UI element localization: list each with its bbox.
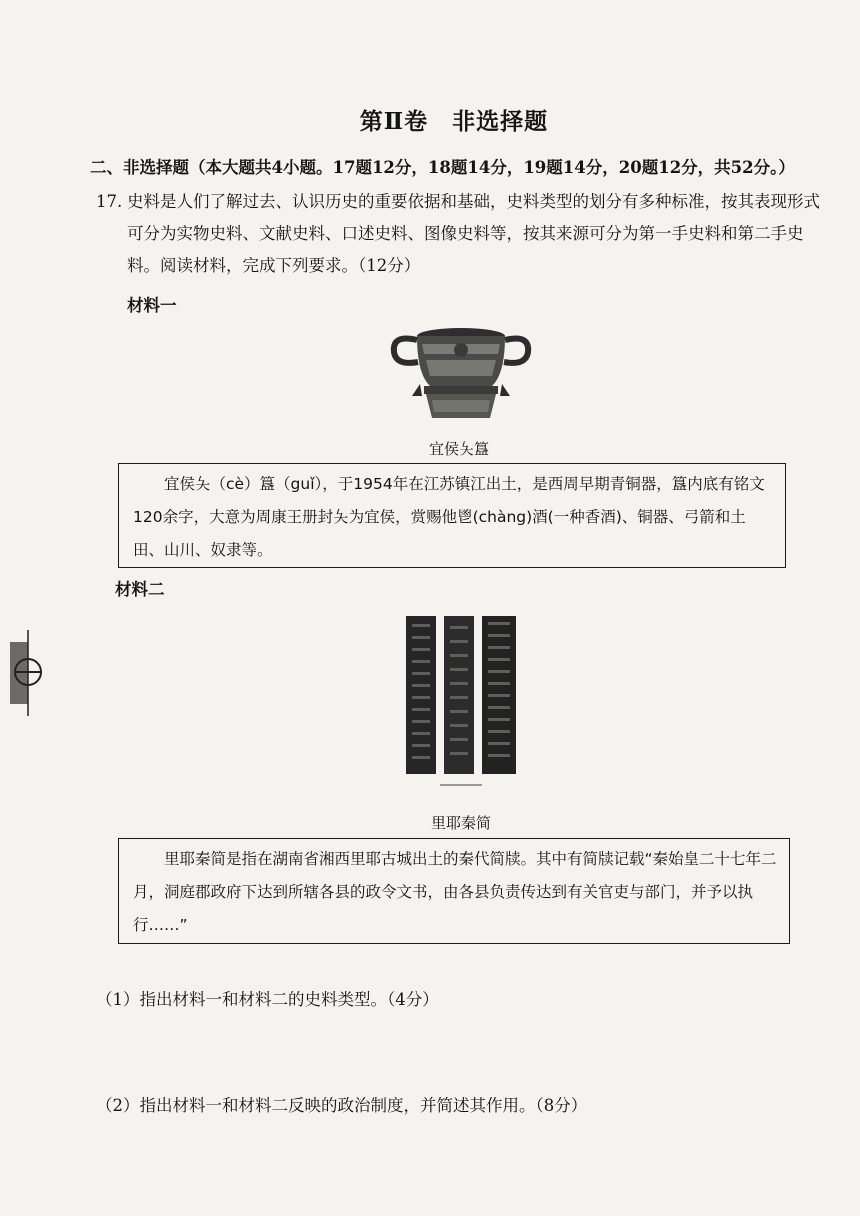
sub-question-1: （1）指出材料一和材料二的史料类型。（4分） [96, 990, 439, 1009]
sub-question-2: （2）指出材料一和材料二反映的政治制度，并简述其作用。（8分） [96, 1096, 588, 1115]
material-two-caption: 里耶秦简 [430, 814, 491, 832]
material-one-label: 材料一 [127, 296, 177, 315]
bronze-vessel-image [386, 322, 536, 422]
material-two-textbox: 里耶秦简是指在湖南省湘西里耶古城出土的秦代简牍。其中有简牍记载“秦始皇二十七年二月，洞庭郡政府下达到所辖各县的政令文书，由各县负责传达到有关官吏与部门，并予以执行……” [118, 838, 790, 944]
material-one-caption: 宜侯夨簋 [428, 440, 489, 458]
question-stem: 史料是人们了解过去、认识历史的重要依据和基础，史料类型的划分有多种标准，按其表现形式可分为实物史料、文献史料、口述史料、图像史料等，按其来源可分为第一手史料和第二手史料。阅读材料，完成下列要求。（12分） [127, 192, 820, 275]
section-heading: 二、非选择题（本大题共4小题。17题12分，18题14分，19题14分，20题12分，共52分。） [90, 158, 795, 177]
binding-mark-icon [10, 630, 50, 724]
bamboo-slips-image [400, 612, 522, 792]
page-title: 第Ⅱ卷 非选择题 [359, 108, 549, 135]
question-number: 17. [96, 192, 123, 211]
material-two-label: 材料二 [115, 580, 165, 599]
material-one-textbox: 宜侯夨（cè）簋（guǐ），于1954年在江苏镇江出土，是西周早期青铜器，簋内底有铭文120余字，大意为周康王册封夨为宜侯，赏赐他鬯(chàng)酒(一种香酒)、铜器、弓箭和土田、山川、奴隶等。 [118, 463, 786, 568]
